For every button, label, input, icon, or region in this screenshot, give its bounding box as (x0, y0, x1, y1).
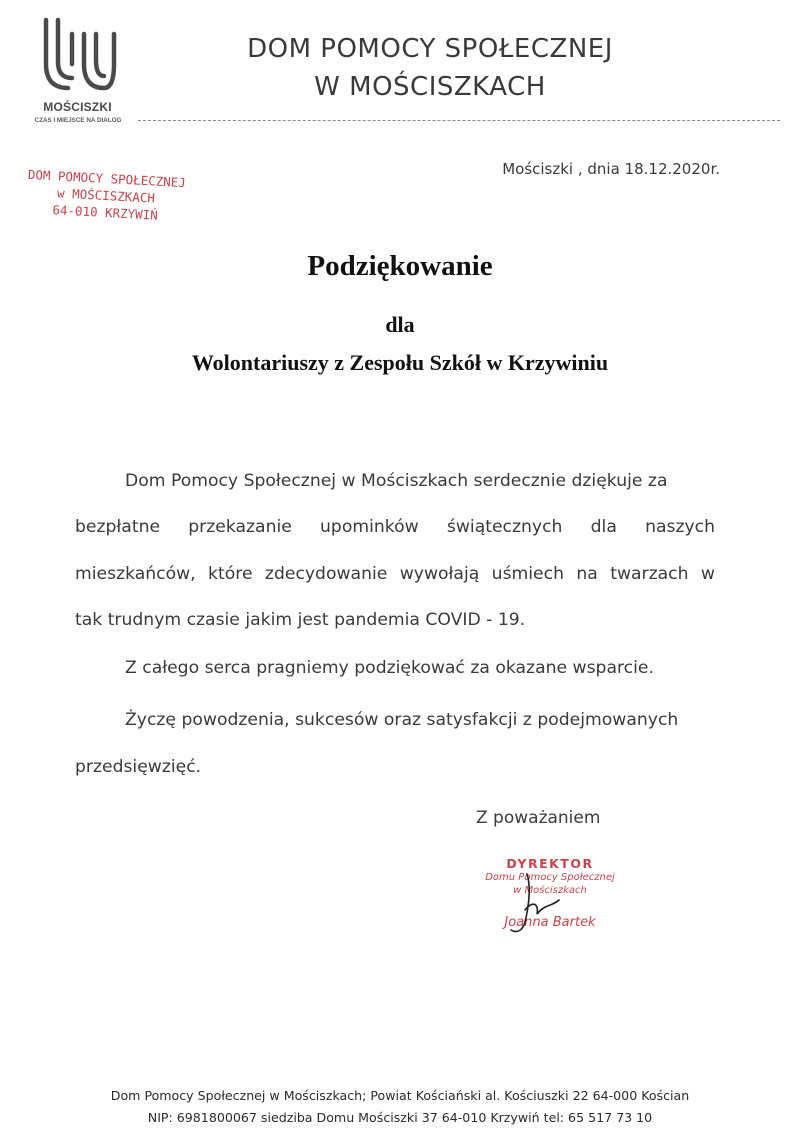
stamp-line-1: DOM POMOCY SPOŁECZNEJ (27, 166, 187, 191)
logo-tagline: CZAS I MIEJSCE NA DIALOG (34, 117, 122, 124)
body-p1-line-4: tak trudnym czasie jakim jest pandemia COVID - 19. (75, 610, 526, 630)
header-divider (138, 120, 780, 121)
footer-line-1: Dom Pomocy Społecznej w Mościszkach; Powiat Kościański al. Kościuszki 22 64-000 Kościan (110, 1088, 690, 1103)
body-p3-line-1: Życzę powodzenia, sukcesów oraz satysfakcji z podejmowanych (125, 710, 679, 730)
letter-date: Mościszki , dnia 18.12.2020r. (502, 160, 720, 178)
subtitle-line-1: dla (385, 312, 415, 337)
subtitle-line-2: Wolontariuszy z Zespołu Szkół w Krzywiniu (191, 350, 609, 375)
body-p3-line-2: przedsięwzięć. (75, 757, 202, 777)
body-p1-line-1: Dom Pomocy Społecznej w Mościszkach serdecznie dziękuje za (125, 471, 668, 491)
letter-title: Podziękowanie (307, 250, 493, 282)
director-stamp-line-1: Domu Pomocy Społecznej (485, 872, 615, 883)
footer-line-2: NIP: 6981800067 siedziba Domu Mościszki 37 64-010 Krzywiń tel: 65 517 73 10 (147, 1110, 653, 1125)
body-p1-line-2: bezpłatne przekazanie upominków świątecznych dla naszych (75, 517, 715, 537)
director-stamp-title: DYREKTOR (506, 856, 594, 871)
body-p1-line-3: mieszkańców, które zdecydowanie wywołają uśmiech na twarzach w (75, 564, 715, 584)
closing-salutation: Z poważaniem (476, 808, 601, 828)
logo-mark-icon (38, 14, 118, 94)
director-stamp-name: Joanna Bartek (504, 915, 596, 930)
body-paragraph-1 (75, 471, 715, 641)
header-line-1: DOM POMOCY SPOŁECZNEJ (247, 34, 613, 64)
stamp-line-2: w MOŚCISZKACH (56, 185, 156, 206)
institution-stamp (5, 165, 207, 226)
body-p2-line-1: Z całego serca pragniemy podziękować za okazane wsparcie. (125, 658, 654, 678)
body-paragraph-3 (75, 710, 715, 790)
header-line-2: W MOŚCISZKACH (314, 72, 546, 102)
handwritten-signature-icon (505, 870, 565, 940)
director-stamp-line-2: w Mościszkach (513, 885, 587, 896)
logo-name: MOŚCISZKI (43, 100, 112, 114)
stamp-line-3: 64-010 KRZYWIŃ (52, 202, 159, 223)
